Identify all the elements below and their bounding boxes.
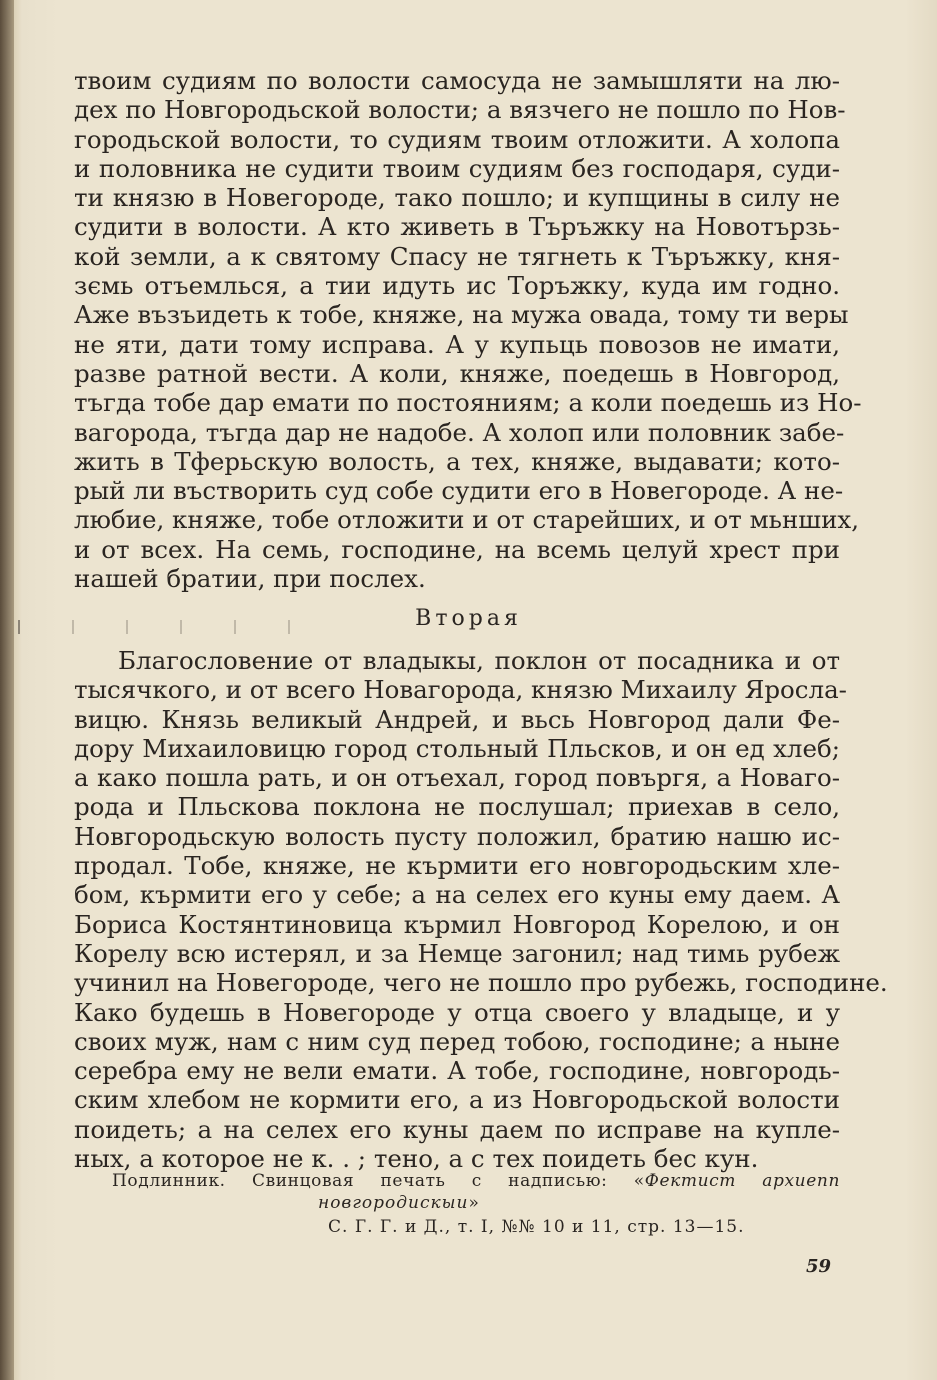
source-reference: С. Г. Г. и Д., т. I, №№ 10 и 11, стр. 13—15. xyxy=(328,1217,745,1237)
text-line: жить в Тфеpьскую волость, а тех, княже, выдавати; кото- xyxy=(74,446,840,476)
text-line: тысячкого, и от всего Новагорода, князю Михаилу Яросла- xyxy=(74,675,847,705)
text-line: судити в волости. А кто живеть в Търъжку на Новотързь- xyxy=(74,212,840,242)
seal-inscription: Фектист архиепп xyxy=(644,1171,840,1191)
text-line: ных, а которое не к. . ; тено, а с тех поидеть бес кун. xyxy=(74,1144,759,1174)
source-note xyxy=(112,1170,840,1192)
text-line: Благословение от владыкы, поклон от посадника и от xyxy=(118,646,840,675)
text-line: вицю. Князь великый Андрей, и вьсь Новгород дали Фе- xyxy=(74,704,840,734)
text-line: тъгда тобе дар емати по постояниям; а коли поедешь из Но- xyxy=(74,388,862,418)
text-line: любие, княже, тобе отложити и от старейших, и от мьнших, xyxy=(74,505,860,535)
text-line: твоим судиям по волости самосуда не замышляти на лю- xyxy=(74,66,840,95)
text-line: ским хлебом не кормити его, а из Новгородьской волости xyxy=(74,1085,840,1115)
text-line: и половника не судити твоим судиям без господаря, суди- xyxy=(74,153,840,183)
text-line: дору Михаиловицю город стольный Пльсков, и он ед хлеб; xyxy=(74,733,840,763)
text-line: вагорода, тъгда дар не надобе. А холоп или половник забе- xyxy=(74,417,845,447)
text-line: не яти, дати тому исправа. А у купьць повозов не имати, xyxy=(74,329,840,359)
text-line: нашей братии, при послех. xyxy=(74,564,426,594)
text-line: а како пошла рать, и он отъехал, город повъргя, а Новаго- xyxy=(74,763,840,793)
text-line: учинил на Новегороде, чего не пошло про рубежь, господине. xyxy=(74,968,888,998)
text-line: рода и Пльскова поклона не послушал; приехав в село, xyxy=(74,792,840,822)
text-line: своих муж, нам с ним суд перед тобою, господине; а ныне xyxy=(74,1026,840,1056)
source-note-plain: Подлинник. Свинцовая печать с надписью: « xyxy=(112,1171,645,1191)
charter-text-first xyxy=(74,66,862,594)
text-line: разве ратной вести. А коли, княже, поедешь в Новгород, xyxy=(74,358,840,388)
text-line: продал. Тобе, княже, не кърмити его новгородьским хле- xyxy=(74,851,840,881)
text-line: Новгородьскую волость пусту положил, братию нашю ис- xyxy=(74,821,840,851)
text-line: Аже възъидеть к тобе, княже, на мужа овада, тому ти веры xyxy=(74,300,849,330)
source-note-continued xyxy=(318,1192,480,1214)
text-line: Како будешь в Новегороде у отца своего у владыце, и у xyxy=(74,997,840,1027)
text-line: кой земли, а к святому Спасу не тягнеть к Търъжку, кня- xyxy=(74,241,840,271)
text-line: ти князю в Новегороде, тако пошло; и купщины в силу не xyxy=(74,183,840,213)
text-line: серебра ему не вели емати. А тобе, господине, новгородь- xyxy=(74,1056,840,1086)
section-heading: Вторая xyxy=(415,606,522,631)
text-line: и от всех. На семь, господине, на всемь целуй хрест при xyxy=(74,534,840,564)
seal-inscription-end: новгородискыи xyxy=(318,1193,469,1213)
text-line: бом, кърмити его у себе; а на селех его куны ему даем. А xyxy=(74,880,840,910)
text-line: Корелу всю истерял, и за Немце загонил; над тимь рубеж xyxy=(74,938,840,968)
text-line: дех по Новгородьской волости; а вязчего не пошло по Нов- xyxy=(74,95,846,125)
book-binding-edge xyxy=(0,0,14,1380)
text-line: рый ли въстворить суд собе судити его в Новегороде. А не- xyxy=(74,476,844,506)
closing-quote: » xyxy=(468,1193,480,1213)
text-line: Бориса Костянтиновица кърмил Новгород Корелою, и он xyxy=(74,909,840,939)
text-line: поидеть; а на селех его куны даем по исправе на купле- xyxy=(74,1114,840,1144)
text-line: зємь отъемлься, а тии идуть ис Торъжку, куда им годно. xyxy=(74,271,840,301)
page-number: 59 xyxy=(806,1256,832,1277)
text-line: городьской волости, то судиям твоим отложити. А холопа xyxy=(74,124,840,154)
charter-text-second xyxy=(74,646,888,1174)
